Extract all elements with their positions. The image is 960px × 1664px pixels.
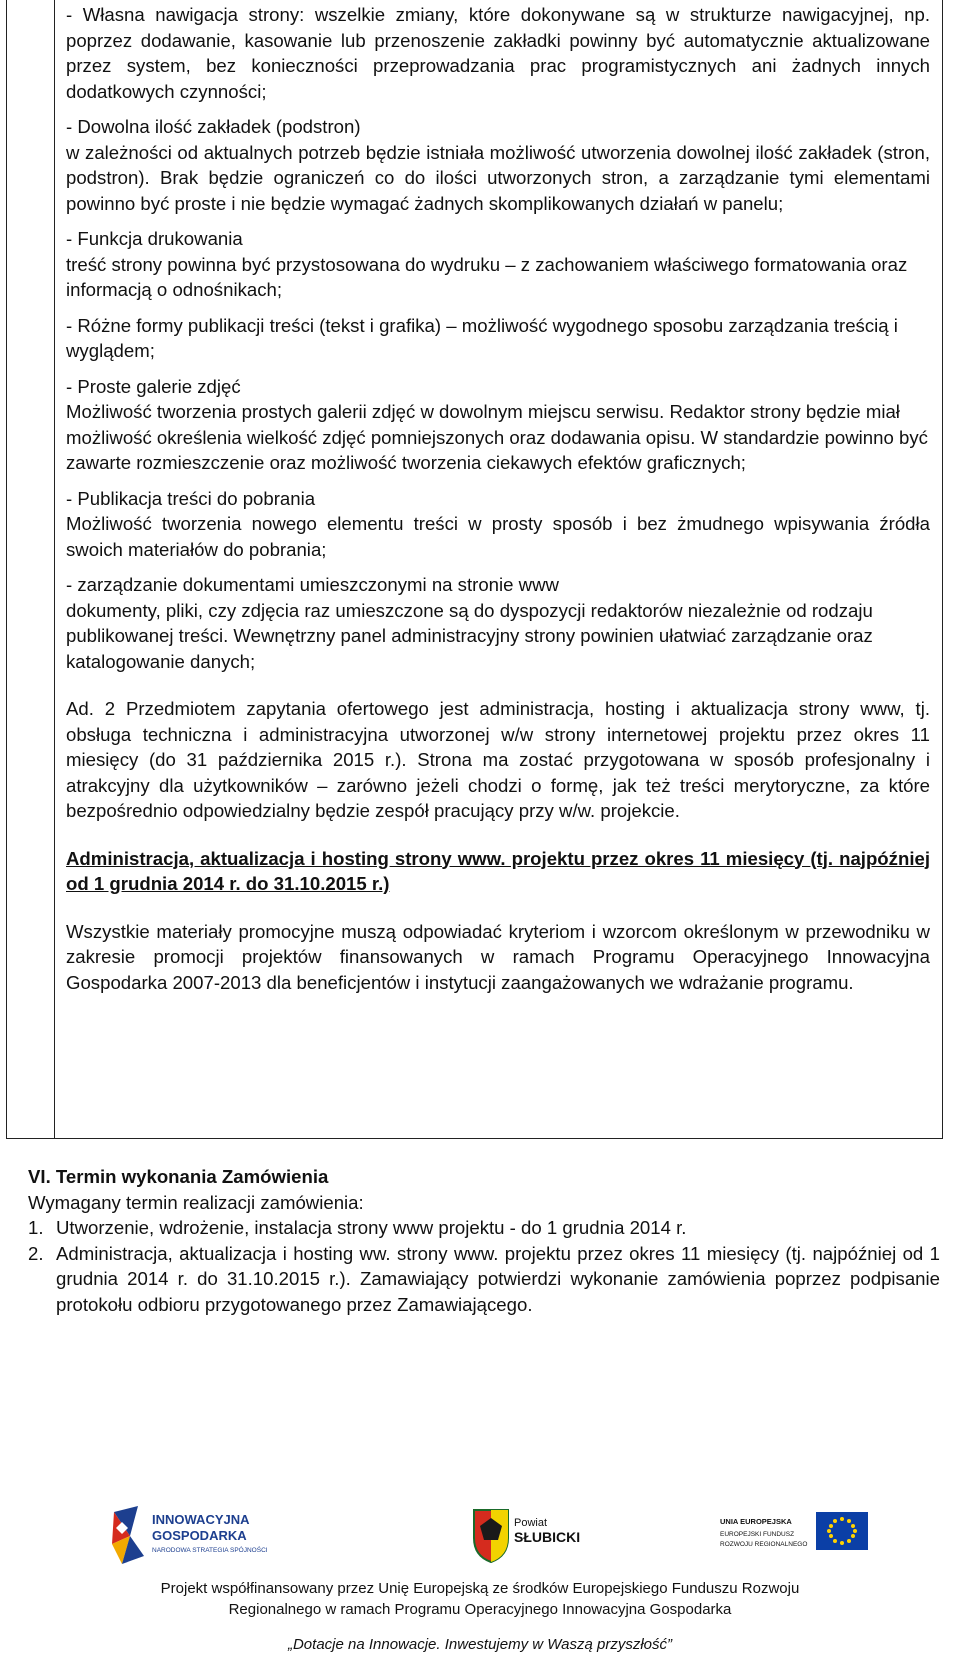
section-intro: Wymagany termin realizacji zamówienia: <box>28 1191 364 1213</box>
paragraph-print-function: treść strony powinna być przystosowana do wydruku – z zachowaniem właściwego formatowania oraz informacją o odnośnikach; <box>66 253 908 300</box>
svg-text:NARODOWA STRATEGIA SPÓJNOŚCI: NARODOWA STRATEGIA SPÓJNOŚCI <box>152 1547 268 1554</box>
powiat-slubicki-logo <box>470 1506 620 1564</box>
paragraph-publication-forms: - Różne formy publikacji treści (tekst i grafika) – możliwość wygodnego sposobu zarządzania treścią i wyglądem; <box>66 314 898 361</box>
svg-text:SŁUBICKI: SŁUBICKI <box>514 1529 581 1545</box>
list-number: 2. <box>28 1242 44 1264</box>
list-item-text: Utworzenie, wdrożenie, instalacja strony www projektu - do 1 grudnia 2014 r. <box>56 1217 687 1238</box>
heading-downloads: - Publikacja treści do pobrania <box>66 487 316 509</box>
svg-text:Powiat: Powiat <box>514 1517 548 1529</box>
table-content-cell <box>66 2 930 995</box>
list-number: 1. <box>28 1217 44 1238</box>
list-item-text: Administracja, aktualizacja i hosting ww. strony www. projektu przez okres 11 miesięcy (tj. najpóźniej od 1 grudnia 2014 r. do 31.10.2015 r.). Zamawiający potwierdzi wykonanie zamówienia poprzez podpisanie protokołu odbioru przygotowanego przez Zamawiającego. <box>56 1242 940 1315</box>
table-column-divider <box>54 0 55 1139</box>
footer-line-1: Projekt współfinansowany przez Unię Europejską ze środków Europejskiego Funduszu Rozwoju <box>160 1580 800 1597</box>
heading-document-management: - zarządzanie dokumentami umieszczonymi na stronie www <box>66 574 559 595</box>
list-item <box>28 1215 940 1241</box>
svg-text:EUROPEJSKI FUNDUSZ: EUROPEJSKI FUNDUSZ <box>720 1531 795 1538</box>
heading-pages-count: - Dowolna ilość zakładek (podstron) <box>66 116 361 137</box>
svg-text:GOSPODARKA: GOSPODARKA <box>152 1528 247 1543</box>
heading-print-function: - Funkcja drukowania <box>66 228 243 249</box>
paragraph-promo-materials: Wszystkie materiały promocyjne muszą odpowiadać kryteriom i wzorcom określonym w przewodniku w zakresie promocji projektów finansowanych w ramach Programu Operacyjnego Innowacyjna Gospodarka 2007-2013 dla beneficjentów i instytucji zaangażowanych we wdrażanie programu. <box>66 920 930 993</box>
svg-text:ROZWOJU REGIONALNEGO: ROZWOJU REGIONALNEGO <box>720 1541 808 1548</box>
paragraph-photo-galleries: Możliwość tworzenia prostych galerii zdjęć w dowolnym miejscu serwisu. Redaktor strony będzie miał możliwość określenia wielkość zdjęć pomniejszonych oraz dodawania opisu. W standardzie powinno być zawarte rozmieszczenie oraz możliwość tworzenia ciekawych efektów graficznych; <box>66 401 928 473</box>
paragraph-document-management: dokumenty, pliki, czy zdjęcia raz umieszczone są do dyspozycji redaktorów niezależnie od rodzaju publikowanej treści. Wewnętrzny panel administracyjny strony powinien ułatwiać zarządzanie oraz katalogowanie danych; <box>66 599 873 672</box>
innowacyjna-gospodarka-logo <box>110 1502 300 1568</box>
svg-text:UNIA EUROPEJSKA: UNIA EUROPEJSKA <box>720 1517 792 1526</box>
footer-slogan: „Dotacje na Innowacje. Inwestujemy w Waszą przyszłość” <box>287 1636 673 1653</box>
paragraph-ad-2: Ad. 2 Przedmiotem zapytania ofertowego jest administracja, hosting i aktualizacja strony www, tj. obsługa techniczna i administracyjna utworzonej w/w strony internetowej projektu przez okres 11 miesięcy (do 31 października 2015 r.). Strona ma zostać przygotowana w sposób profesjonalny i atrakcyjny dla użytkowników – zarówno jeżeli chodzi o formę, jak też treści merytoryczne, za które bezpośrednio odpowiedzialny będzie zespół pracujący przy w/w. projekcie. <box>66 698 930 821</box>
section-title: VI. Termin wykonania Zamówienia <box>28 1166 329 1187</box>
svg-text:INNOWACYJNA: INNOWACYJNA <box>152 1512 250 1527</box>
paragraph-pages-count: w zależności od aktualnych potrzeb będzie istniała możliwość utworzenia dowolnej ilość zakładek (stron, podstron). Brak będzie ograniczeń co do ilości utworzonych stron, a zarządzanie tymi elementami powinno być proste i nie będzie wymagać żadnych skomplikowanych działań w panelu; <box>66 141 930 214</box>
section-vi <box>28 1164 940 1317</box>
paragraph-downloads: Możliwość tworzenia nowego elementu treści w prosty sposób i bez żmudnego wpisywania źródła swoich materiałów do pobrania; <box>66 513 930 560</box>
paragraph-own-navigation: - Własna nawigacja strony: wszelkie zmiany, które dokonywane są w strukturze nawigacyjnej, np. poprzez dodawanie, kasowanie lub przenoszenie zakładki powinny być automatycznie aktualizowane przez system, bez konieczności przeprowadzania prac programistycznych ani żadnych innych dodatkowych czynności; <box>66 4 930 102</box>
heading-photo-galleries: - Proste galerie zdjęć <box>66 375 241 397</box>
paragraph-administration-heading: Administracja, aktualizacja i hosting strony www. projektu przez okres 11 miesięcy (tj. najpóźniej od 1 grudnia 2014 r. do 31.10.2015 r.) <box>66 847 930 894</box>
footer <box>0 1578 960 1655</box>
logo-strip <box>0 1498 960 1578</box>
footer-line-2: Regionalnego w ramach Programu Operacyjnego Innowacyjna Gospodarka <box>228 1601 732 1618</box>
eu-erdf-logo <box>720 1508 870 1560</box>
list-item <box>28 1241 940 1318</box>
deadline-list <box>28 1215 940 1317</box>
